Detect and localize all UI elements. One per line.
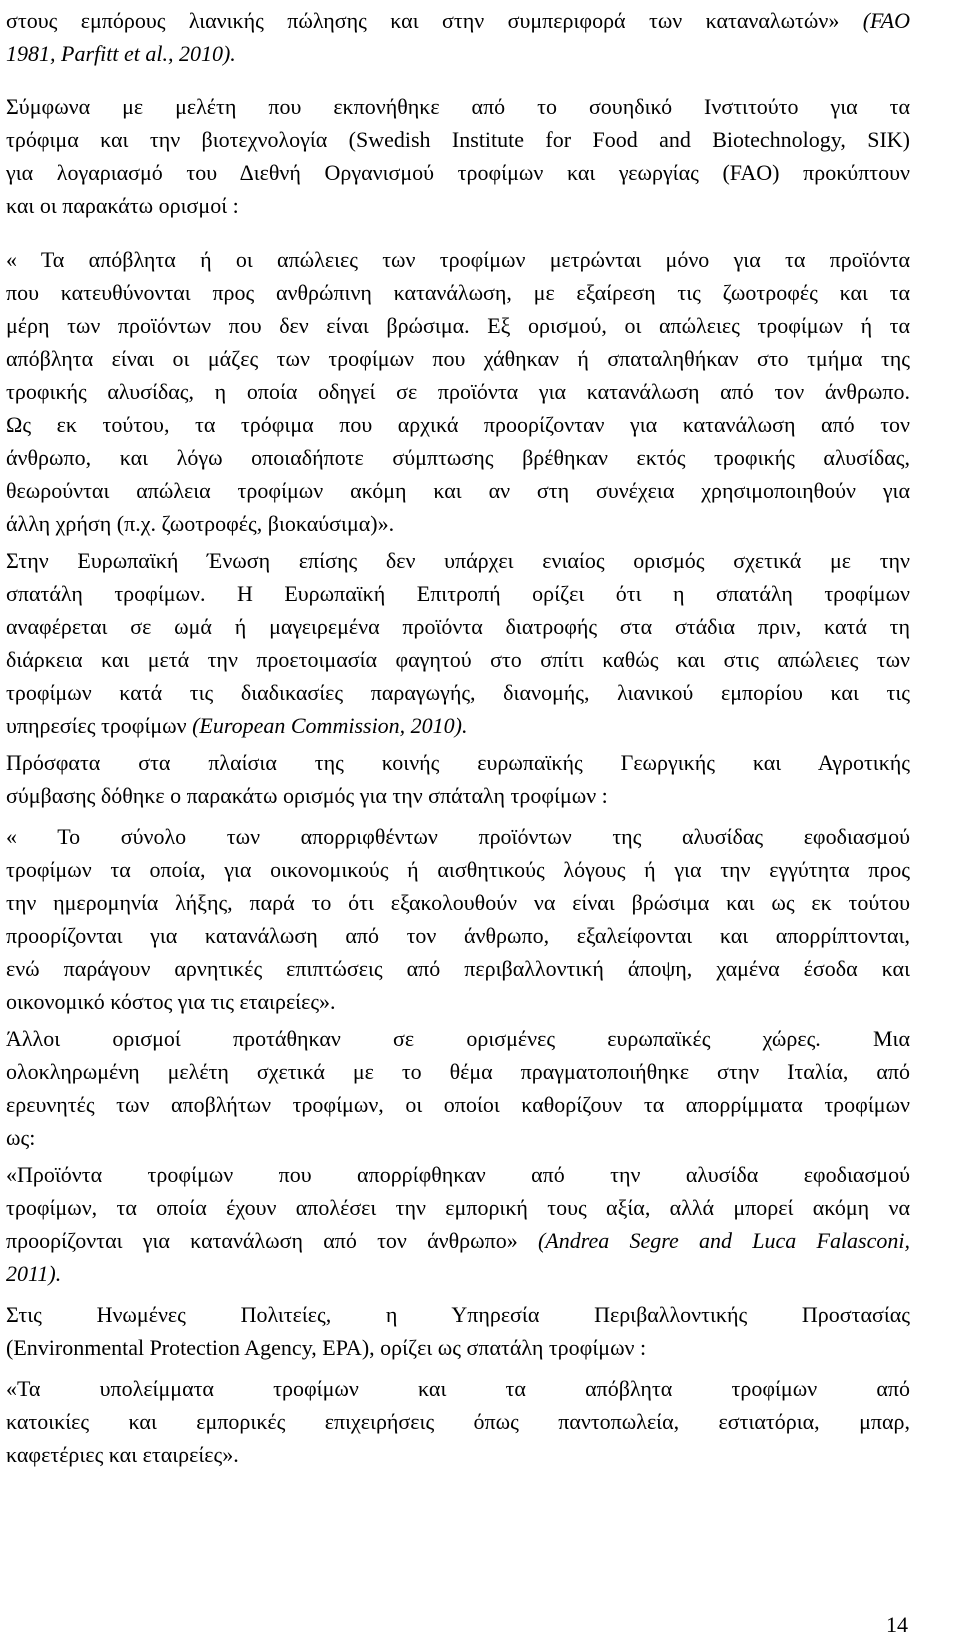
- text-line: [6, 1090, 910, 1120]
- text-span: (Environmental Protection Agency, EPA), ορίζει ως σπατάλη τροφίμων :: [6, 1335, 647, 1360]
- text-span: που κατευθύνονται προς ανθρώπινη κατανάλωση, με εξαίρεση τις ζωοτροφές και τα: [6, 280, 910, 305]
- text-line: [6, 476, 910, 506]
- text-span: « Το σύνολο των απορριφθέντων προϊόντων της αλυσίδας εφοδιασμού: [6, 824, 910, 849]
- citation-text: (Andrea Segre and Luca Falasconi,: [537, 1228, 910, 1253]
- text-line: [6, 645, 910, 675]
- text-span: Στις Ηνωμένες Πολιτείες, η Υπηρεσία Περιβαλλοντικής Προστασίας: [6, 1302, 910, 1327]
- text-span: ενώ παράγουν αρνητικές επιπτώσεις από περιβαλλοντική άποψη, χαμένα έσοδα και: [6, 956, 910, 981]
- text-span: Ως εκ τούτου, τα τρόφιμα που αρχικά προορίζονταν για κατανάλωση από τον: [6, 412, 910, 437]
- text-line: [6, 1440, 910, 1470]
- text-line: [6, 781, 910, 811]
- text-span: μέρη των προϊόντων που δεν είναι βρώσιμα. Εξ ορισμού, οι απώλειες τροφίμων ή τα: [6, 313, 910, 338]
- text-span: προορίζονται για κατανάλωση από τον άνθρωπο»: [6, 1228, 538, 1253]
- text-line: [6, 1226, 910, 1256]
- citation-text: (European Commission, 2010).: [192, 713, 468, 738]
- text-line: [6, 1300, 910, 1330]
- text-line: [6, 311, 910, 341]
- text-line: [6, 888, 910, 918]
- text-span: ως:: [6, 1125, 36, 1150]
- text-span: αναφέρεται σε ωμά ή μαγειρεμένα προϊόντα διατροφής στα στάδια πριν, κατά τη: [6, 614, 910, 639]
- text-span: τροφίμων κατά τις διαδικασίες παραγωγής, διανομής, λιανικού εμπορίου και τις: [6, 680, 910, 705]
- text-span: άλλη χρήση (π.χ. ζωοτροφές, βιοκαύσιμα)».: [6, 511, 395, 536]
- text-span: προορίζονται για κατανάλωση από τον άνθρωπο, εξαλείφονται και απορρίπτονται,: [6, 923, 910, 948]
- text-span: απόβλητα είναι οι μάζες των τροφίμων που χάθηκαν ή σπαταληθήκαν στο τμήμα της: [6, 346, 910, 371]
- text-line: [6, 125, 910, 155]
- text-span: «Προϊόντα τροφίμων που απορρίφθηκαν από την αλυσίδα εφοδιασμού: [6, 1162, 910, 1187]
- text-line: [6, 509, 910, 539]
- text-line: [6, 410, 910, 440]
- text-span: «Τα υπολείμματα τροφίμων και τα απόβλητα τροφίμων από: [6, 1376, 910, 1401]
- text-line: [6, 1160, 910, 1190]
- text-span: και οι παρακάτω ορισμοί :: [6, 193, 239, 218]
- text-line: [6, 278, 910, 308]
- text-line: [6, 245, 910, 275]
- text-line: [6, 191, 910, 221]
- text-line: [6, 377, 910, 407]
- text-line: [6, 1123, 910, 1153]
- text-span: οικονομικό κόστος για τις εταιρείες».: [6, 989, 336, 1014]
- text-span: για λογαριασμό του Διεθνή Οργανισμού τροφίμων και γεωργίας (FAO) προκύπτουν: [6, 160, 910, 185]
- text-span: Στην Ευρωπαϊκή Ένωση επίσης δεν υπάρχει ενιαίος ορισμός σχετικά με την: [6, 548, 910, 573]
- text-span: Σύμφωνα με μελέτη που εκπονήθηκε από το σουηδικό Ινστιτούτο για τα: [6, 94, 910, 119]
- text-span: Άλλοι ορισμοί προτάθηκαν σε ορισμένες ευρωπαϊκές χώρες. Μια: [6, 1026, 910, 1051]
- text-span: σπατάλη τροφίμων. Η Ευρωπαϊκή Επιτροπή ορίζει ότι η σπατάλη τροφίμων: [6, 581, 910, 606]
- text-line: [6, 1024, 910, 1054]
- text-line: [6, 1057, 910, 1087]
- text-span: υπηρεσίες τροφίμων: [6, 713, 193, 738]
- text-span: θεωρούνται απώλεια τροφίμων ακόμη και αν στη συνέχεια χρησιμοποιηθούν για: [6, 478, 910, 503]
- citation-text: 1981, Parfitt et al., 2010).: [6, 41, 236, 66]
- text-span: σύμβασης δόθηκε ο παρακάτω ορισμός για την σπάταλη τροφίμων :: [6, 783, 608, 808]
- text-line: [6, 92, 910, 122]
- text-span: τρόφιμα και την βιοτεχνολογία (Swedish Institute for Food and Biotechnology, SIK): [6, 127, 910, 152]
- text-line: [6, 855, 910, 885]
- text-span: τροφίμων, τα οποία έχουν απολέσει την εμπορική τους αξία, αλλά μπορεί ακόμη να: [6, 1195, 910, 1220]
- text-line: [6, 748, 910, 778]
- text-line: [6, 612, 910, 642]
- text-line: [6, 921, 910, 951]
- text-span: τροφίμων τα οποία, για οικονομικούς ή αισθητικούς λόγους ή για την εγγύτητα προς: [6, 857, 910, 882]
- text-line: [6, 678, 910, 708]
- text-span: άνθρωπο, και λόγω οποιαδήποτε σύμπτωσης βρέθηκαν εκτός τροφικής αλυσίδας,: [6, 445, 910, 470]
- text-span: ερευνητές των αποβλήτων τροφίμων, οι οποίοι καθορίζουν τα απορρίμματα τροφίμων: [6, 1092, 910, 1117]
- text-span: τροφικής αλυσίδας, η οποία οδηγεί σε προϊόντα για κατανάλωση από τον άνθρωπο.: [6, 379, 910, 404]
- text-line: [6, 1374, 910, 1404]
- text-line: [6, 1259, 910, 1289]
- text-span: την ημερομηνία λήξης, παρά το ότι εξακολουθούν να είναι βρώσιμα και ως εκ τούτου: [6, 890, 910, 915]
- text-line: [6, 711, 910, 741]
- page-number: 14: [886, 1612, 908, 1637]
- text-line: [6, 546, 910, 576]
- text-line: [6, 1407, 910, 1437]
- text-line: [6, 39, 910, 69]
- text-line: [6, 822, 910, 852]
- text-line: [6, 1333, 910, 1363]
- text-span: καφετέριες και εταιρείες».: [6, 1442, 239, 1467]
- citation-text: (FAO: [862, 8, 910, 33]
- citation-text: 2011).: [6, 1261, 62, 1286]
- text-line: [6, 987, 910, 1017]
- text-span: διάρκεια και μετά την προετοιμασία φαγητού στο σπίτι καθώς και στις απώλειες των: [6, 647, 910, 672]
- text-line: [6, 954, 910, 984]
- text-line: [6, 158, 910, 188]
- text-line: [6, 579, 910, 609]
- text-span: στους εμπόρους λιανικής πώλησης και στην συμπεριφορά των καταναλωτών»: [6, 8, 863, 33]
- text-span: « Τα απόβλητα ή οι απώλειες των τροφίμων μετρώνται μόνο για τα προϊόντα: [6, 247, 910, 272]
- text-line: [6, 1193, 910, 1223]
- text-span: ολοκληρωμένη μελέτη σχετικά με το θέμα πραγματοποιήθηκε στην Ιταλία, από: [6, 1059, 910, 1084]
- text-line: [6, 443, 910, 473]
- text-span: κατοικίες και εμπορικές επιχειρήσεις όπως παντοπωλεία, εστιατόρια, μπαρ,: [6, 1409, 910, 1434]
- text-line: [6, 344, 910, 374]
- text-span: Πρόσφατα στα πλαίσια της κοινής ευρωπαϊκής Γεωργικής και Αγροτικής: [6, 750, 910, 775]
- text-line: [6, 6, 910, 36]
